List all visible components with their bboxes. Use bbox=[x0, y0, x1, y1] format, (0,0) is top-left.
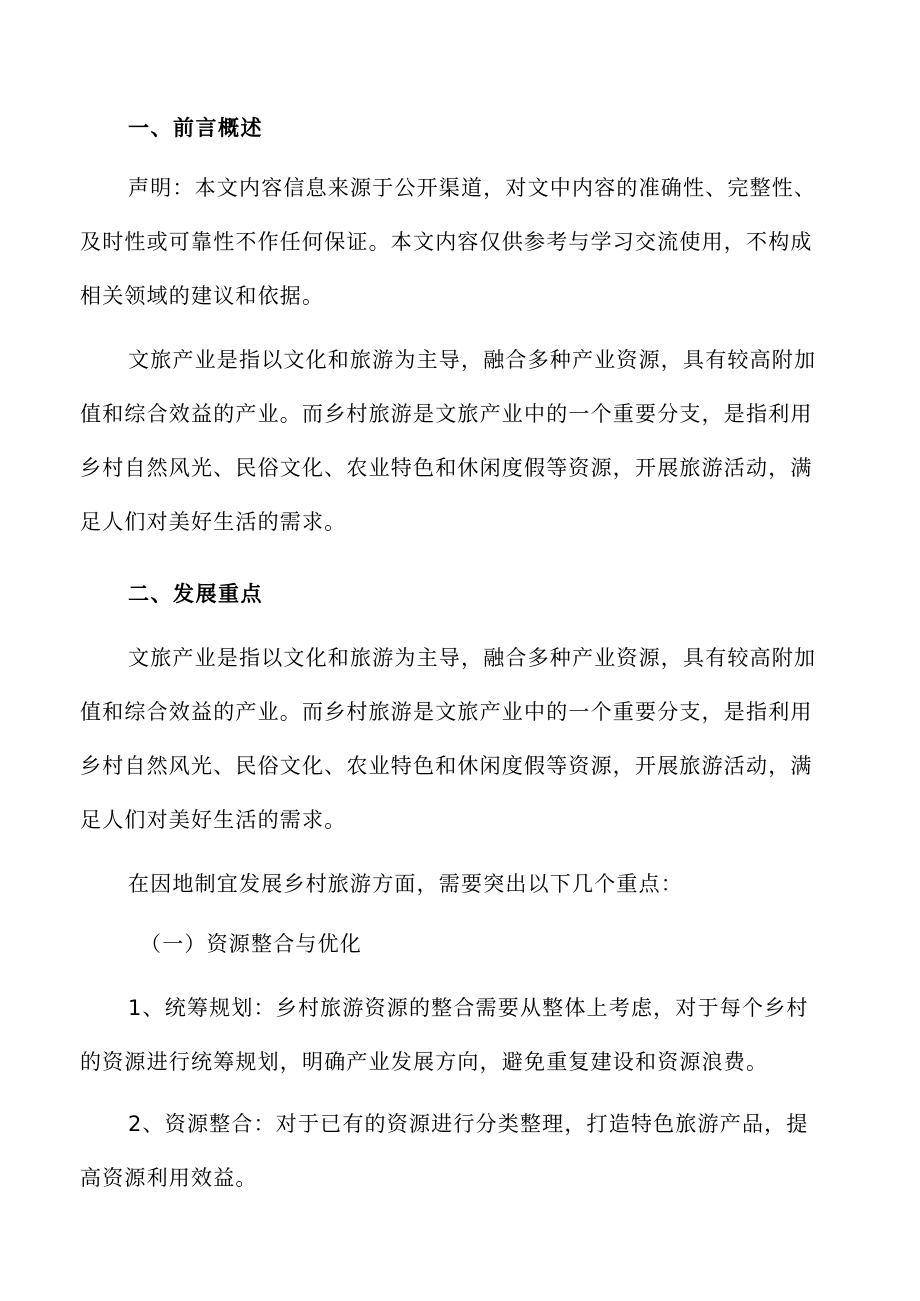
paragraph-line: 的资源进行统筹规划，明确产业发展方向，避免重复建设和资源浪费。 bbox=[80, 1050, 769, 1074]
list-item-1 bbox=[0, 990, 920, 1074]
paragraph-line: 值和综合效益的产业。而乡村旅游是文旅产业中的一个重要分支，是指利用 bbox=[80, 700, 813, 724]
subsection-heading-text: （一）资源整合与优化 bbox=[140, 932, 362, 956]
section-2-heading bbox=[0, 576, 920, 612]
lead-paragraph bbox=[0, 866, 920, 902]
paragraph-line: 及时性或可靠性不作任何保证。本文内容仅供参考与学习交流使用，不构成 bbox=[80, 230, 813, 254]
paragraph-line: 1、统筹规划：乡村旅游资源的整合需要从整体上考虑，对于每个乡村 bbox=[128, 996, 809, 1020]
section-2-heading-text: 二、发展重点 bbox=[128, 582, 263, 606]
paragraph-line: 声明：本文内容信息来源于公开渠道，对文中内容的准确性、完整性、 bbox=[128, 176, 817, 200]
paragraph-line: 足人们对美好生活的需求。 bbox=[80, 510, 347, 534]
paragraph-line: 高资源利用效益。 bbox=[80, 1166, 258, 1190]
paragraph-line: 相关领域的建议和依据。 bbox=[80, 284, 325, 308]
section-1-heading-text: 一、前言概述 bbox=[128, 116, 263, 140]
paragraph-line: 值和综合效益的产业。而乡村旅游是文旅产业中的一个重要分支，是指利用 bbox=[80, 402, 813, 426]
disclaimer-paragraph bbox=[0, 170, 920, 308]
paragraph-line: 乡村自然风光、民俗文化、农业特色和休闲度假等资源，开展旅游活动，满 bbox=[80, 456, 813, 480]
paragraph-line: 在因地制宜发展乡村旅游方面，需要突出以下几个重点： bbox=[128, 872, 683, 896]
paragraph-line: 文旅产业是指以文化和旅游为主导，融合多种产业资源，具有较高附加 bbox=[128, 348, 817, 372]
intro-paragraph bbox=[0, 342, 920, 534]
list-item-2 bbox=[0, 1106, 920, 1190]
paragraph-line: 2、资源整合：对于已有的资源进行分类整理，打造特色旅游产品，提 bbox=[128, 1112, 809, 1136]
paragraph-line: 足人们对美好生活的需求。 bbox=[80, 808, 347, 832]
paragraph-line: 文旅产业是指以文化和旅游为主导，融合多种产业资源，具有较高附加 bbox=[128, 646, 817, 670]
subsection-heading bbox=[0, 926, 920, 962]
development-paragraph bbox=[0, 640, 920, 832]
section-1-heading bbox=[0, 110, 920, 146]
paragraph-line: 乡村自然风光、民俗文化、农业特色和休闲度假等资源，开展旅游活动，满 bbox=[80, 754, 813, 778]
